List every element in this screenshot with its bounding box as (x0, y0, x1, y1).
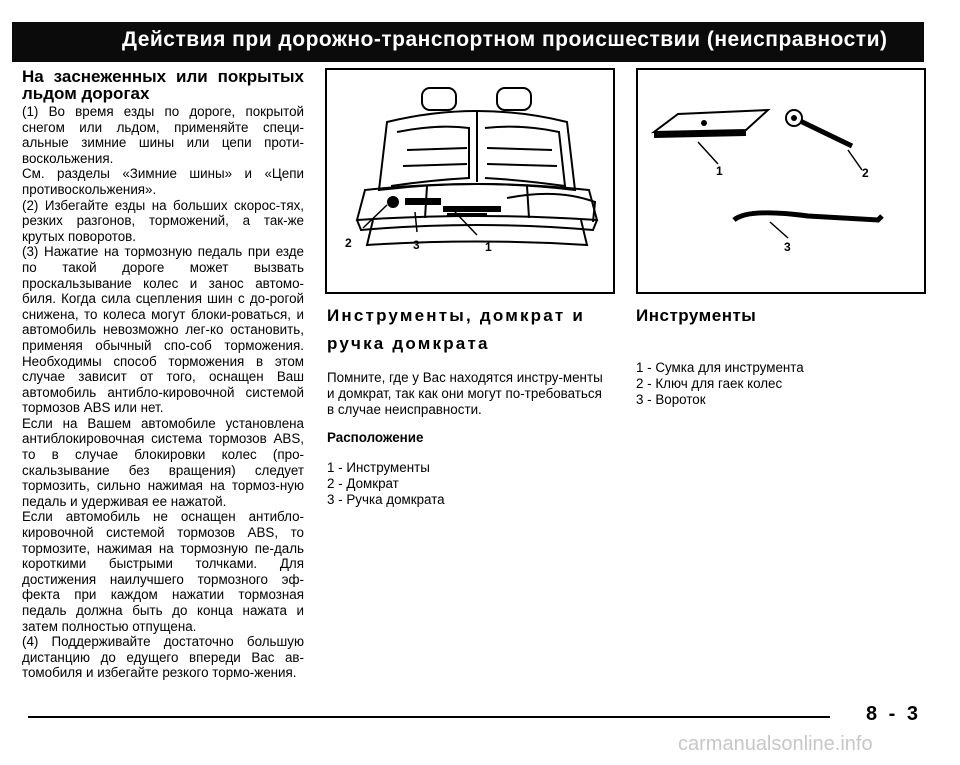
list-item: 3 - Вороток (636, 392, 706, 407)
seat-figure-label: 3 (413, 238, 420, 252)
page-number: 8 - 3 (866, 703, 922, 725)
tools-figure (636, 68, 926, 294)
list-item: 3 - Ручка домкрата (327, 492, 445, 507)
list-item: 2 - Ключ для гаек колес (636, 376, 783, 391)
tools-figure-label: 2 (862, 166, 869, 180)
list-item: 1 - Сумка для инструмента (636, 360, 804, 375)
seat-figure-label: 2 (345, 236, 352, 250)
tools-illustration (638, 70, 924, 292)
paragraph: (4) Поддерживайте достаточно большую дистанцию до едущего впереди Вас ав-томобиля и избегайте резкого тормо-жения. (22, 634, 304, 681)
section-title-tools: Инструменты (636, 306, 757, 325)
page-title: Действия при дорожно-транспортном происшествии (неисправности) (122, 28, 888, 51)
location-list (327, 460, 445, 508)
paragraph: Если на Вашем автомобиле установлена антиблокировочная система тормозов ABS, то в случае блокировки колес (про-скальзывание без вращения) следует тормозить, сильно нажимая на тормоз-ную педаль и удерживая ее нажатой. (22, 415, 304, 509)
paragraph: (1) Во время езды по дороге, покрытой снегом или льдом, применяйте специ-альные зимние шины или цепи проти-воскольжения. (22, 104, 304, 166)
tools-figure-label: 3 (784, 240, 791, 254)
list-item: 2 - Домкрат (327, 476, 399, 491)
location-subheading: Расположение (327, 430, 424, 445)
section-title-tools-jack: Инструменты, домкрат и ручка домкрата (327, 306, 586, 353)
left-column (22, 68, 304, 681)
rear-seat-illustration (327, 70, 613, 292)
tools-location-note: Помните, где у Вас находятся инстру-менты и домкрат, так как они могут по-требоваться в случае неисправности. (327, 370, 603, 417)
seat-figure (325, 68, 615, 294)
paragraph: Если автомобиль не оснащен антибло-кировочной системой тормозов ABS, то тормозите, нажимая на тормозную пе-даль короткими быстрыми толчками. Для достижения наилучшего тормозного эф-фекта при каждом нажатии тормозная педаль должна быть до конца нажата и затем полностью отпущена. (22, 509, 304, 634)
tools-figure-label: 1 (716, 164, 723, 178)
header-bar (12, 22, 924, 62)
section-heading-icy-roads: На заснеженных или покрытых льдом дорогах (22, 67, 304, 103)
seat-figure-label: 1 (485, 240, 492, 254)
paragraph: См. разделы «Зимние шины» и «Цепи противоскольжения». (22, 166, 304, 197)
watermark: carmanualsonline.info (678, 733, 873, 755)
paragraph: (2) Избегайте езды на больших скорос-тях, резких разгонов, торможений, а так-же крутых поворотов. (22, 197, 304, 244)
tools-list (636, 360, 804, 408)
paragraph: (3) Нажатие на тормозную педаль при езде по такой дороге может вызвать проскальзывание колес и занос автомо-биля. Когда сила сцепления шин с до-рогой снижена, то колеса могут блоки-роваться, и автомобиль невозможно лег-ко остановить, применяя обычный спо-соб торможения. Необходимы способ торможения в этом случае зависит от того, оснащен Ваш автомобиль антибло-кировочной системой тормозов ABS или нет. (22, 244, 304, 416)
list-item: 1 - Инструменты (327, 460, 430, 475)
footer-divider (28, 716, 830, 718)
